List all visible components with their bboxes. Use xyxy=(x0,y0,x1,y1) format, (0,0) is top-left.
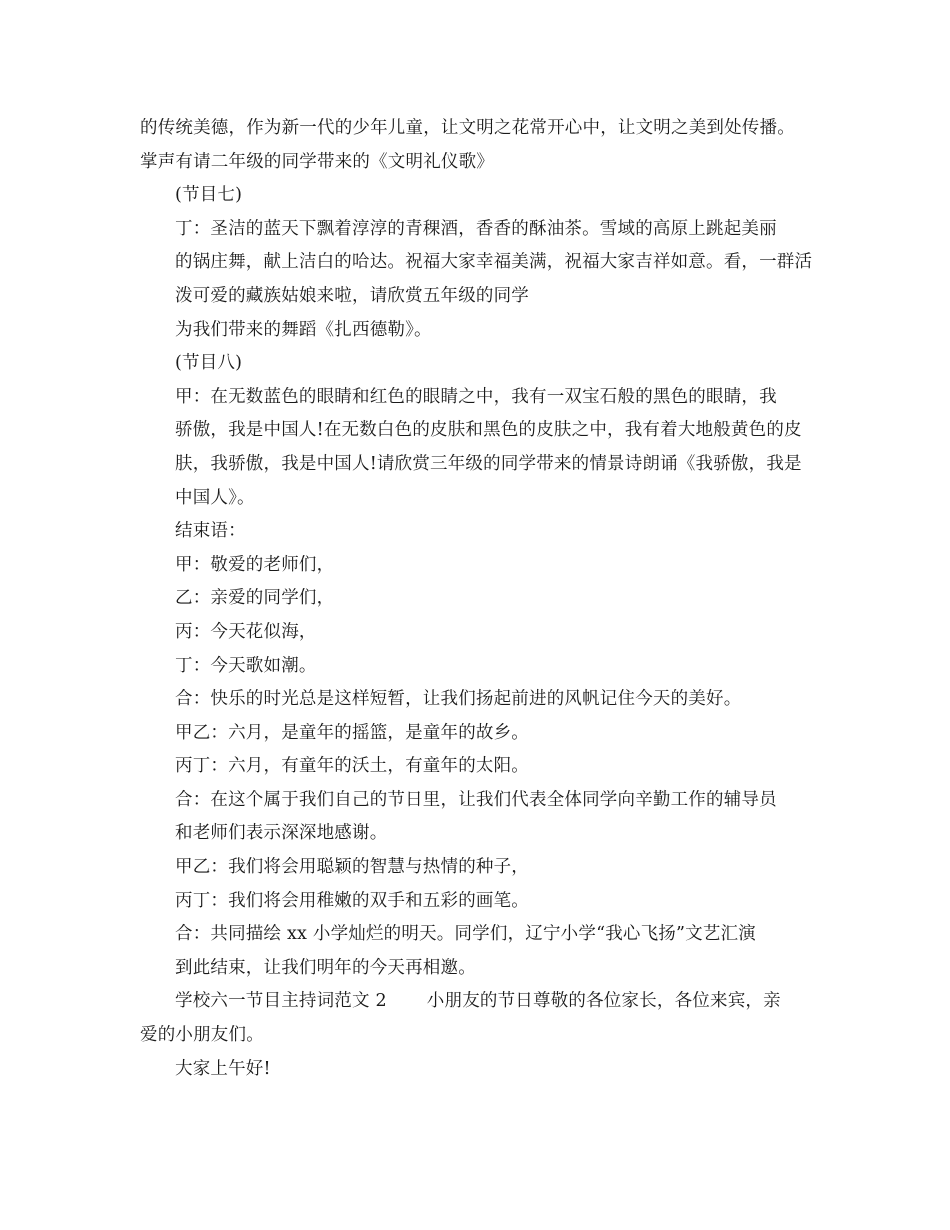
paragraph xyxy=(140,918,815,985)
paragraph xyxy=(140,851,815,885)
text-line: 和老师们表示深深地感谢。 xyxy=(175,823,388,844)
text-line: 的锅庄舞，献上洁白的哈达。祝福大家幸福美满，祝福大家吉祥如意。看，一群活 xyxy=(175,252,813,273)
paragraph xyxy=(140,616,815,650)
text-line: (节目七) xyxy=(175,185,243,206)
paragraph xyxy=(140,381,815,515)
text-line: 合：在这个属于我们自己的节日里，让我们代表全体同学向辛勤工作的辅导员 xyxy=(175,789,777,810)
paragraph xyxy=(140,347,815,381)
text-line: 结束语： xyxy=(175,521,246,542)
text-line: 甲：敬爱的老师们， xyxy=(175,554,335,575)
text-line: 丙：今天花似海， xyxy=(175,621,317,642)
text-line: 丙丁：我们将会用稚嫩的双手和五彩的画笔。 xyxy=(175,890,529,911)
paragraph xyxy=(140,683,815,717)
text-line: 甲乙：我们将会用聪颖的智慧与热情的种子， xyxy=(175,857,529,878)
text-line: 甲乙：六月，是童年的摇篮，是童年的故乡。 xyxy=(175,722,529,743)
text-line: (节目八) xyxy=(175,353,243,374)
paragraph xyxy=(140,885,815,919)
paragraph xyxy=(140,650,815,684)
paragraph xyxy=(140,784,815,851)
closing-line: 大家上午好! xyxy=(175,1058,271,1079)
text-line: 合：共同描绘 xx 小学灿烂的明天。同学们，辽宁小学“我心飞扬”文艺汇演 xyxy=(175,924,756,945)
paragraph xyxy=(140,314,815,348)
paragraph xyxy=(140,582,815,616)
text-line: 甲：在无数蓝色的眼睛和红色的眼睛之中，我有一双宝石般的黑色的眼睛，我 xyxy=(175,386,777,407)
text-line: 丙丁：六月，有童年的沃土，有童年的太阳。 xyxy=(175,756,529,777)
text-line: 合：快乐的时光总是这样短暂，让我们扬起前进的风帆记住今天的美好。 xyxy=(175,689,742,710)
paragraph xyxy=(140,213,815,314)
paragraph xyxy=(140,717,815,751)
text-line: 的传统美德，作为新一代的少年儿童，让文明之花常开心中，让文明之美到处传播。 xyxy=(140,118,795,138)
text-line: 骄傲，我是中国人!在无数白色的皮肤和黑色的皮肤之中，我有着大地般黄色的皮 xyxy=(175,420,802,441)
paragraph xyxy=(140,112,815,179)
paragraph xyxy=(140,179,815,213)
text-line: 泼可爱的藏族姑娘来啦，请欣赏五年级的同学 xyxy=(175,285,529,306)
text-line: 肤，我骄傲，我是中国人!请欣赏三年级的同学带来的情景诗朗诵《我骄傲，我是 xyxy=(175,453,802,474)
paragraph xyxy=(140,549,815,583)
text-line: 丁：圣洁的蓝天下飘着淳淳的青稞酒，香香的酥油茶。雪域的高原上跳起美丽 xyxy=(175,218,777,239)
document-body xyxy=(140,112,815,1086)
paragraph xyxy=(140,750,815,784)
text-line: 到此结束，让我们明年的今天再相邀。 xyxy=(175,957,476,978)
section-paragraph xyxy=(140,985,815,1052)
text-line: 中国人》。 xyxy=(175,487,255,508)
section-heading: 学校六一节目主持词范文 2 xyxy=(175,991,387,1012)
paragraph xyxy=(140,515,815,549)
text-line: 丁：今天歌如潮。 xyxy=(175,655,317,676)
text-line: 乙：亲爱的同学们， xyxy=(175,588,335,609)
text-line xyxy=(140,985,815,1019)
text-line: 为我们带来的舞蹈《扎西德勒》。 xyxy=(175,319,432,340)
text-line: 爱的小朋友们。 xyxy=(140,1025,264,1046)
text-line: 掌声有请二年级的同学带来的《文明礼仪歌》 xyxy=(140,151,494,172)
section-text: 小朋友的节日尊敬的各位家长，各位来宾，亲 xyxy=(426,991,781,1012)
